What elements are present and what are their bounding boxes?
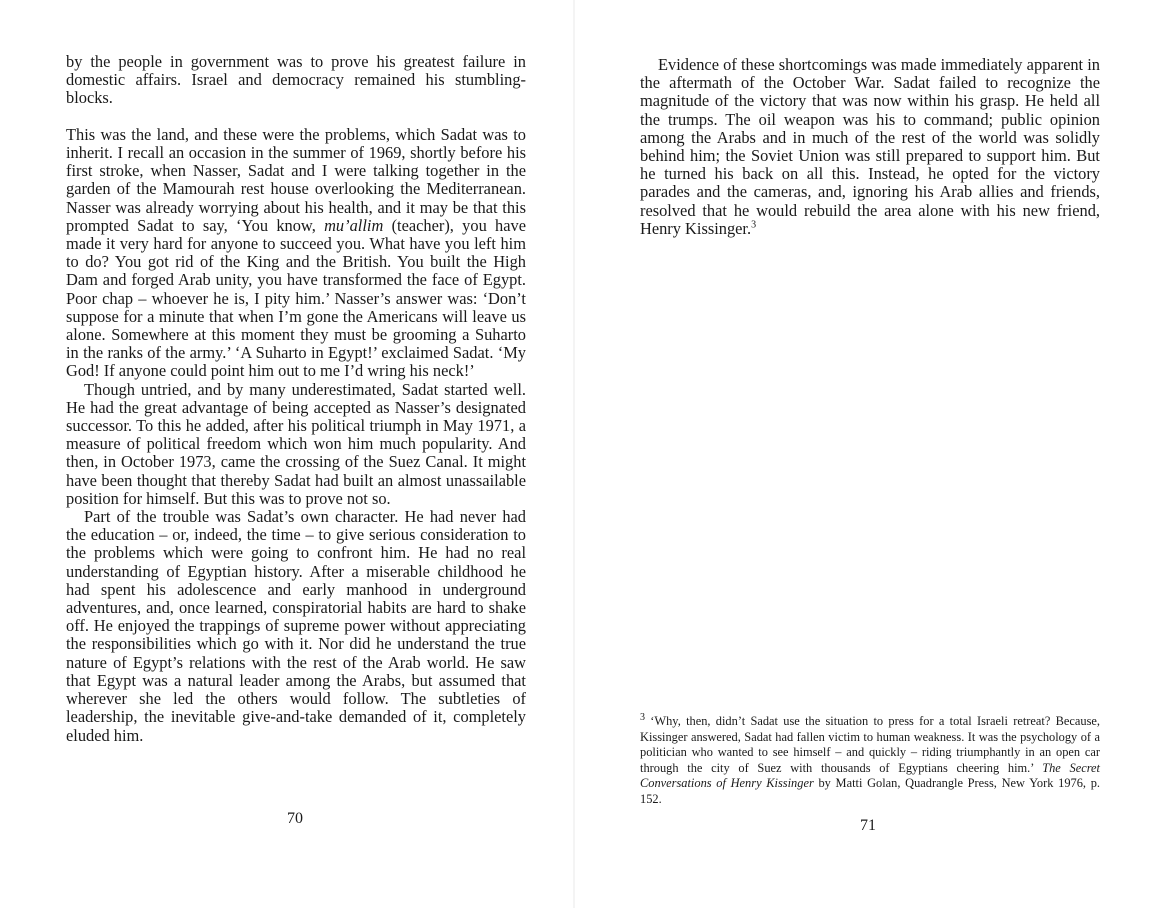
right-page — [575, 0, 1150, 908]
right-page-number: 71 — [860, 817, 876, 834]
body-paragraph — [66, 126, 526, 381]
text-run: by the people in government was to prove his greatest failure in domestic affairs. Israel and democracy remained his stumbling-blocks. — [66, 52, 526, 108]
footnote-text — [640, 711, 1100, 808]
footnote — [640, 711, 1100, 808]
body-paragraph — [66, 53, 526, 108]
left-page-body — [66, 53, 526, 745]
italic-text: The Secret Conversations of Henry Kissinger — [640, 760, 1100, 791]
body-paragraph — [66, 381, 526, 508]
text-run: by Matti Golan, Quadrangle Press, New York 1976, p. 152. — [640, 776, 1100, 806]
footnote-marker: 3 — [640, 711, 645, 723]
text-run: This was the land, and these were the problems, which Sadat was to inherit. I recall an occasion in the summer of 1969, shortly before his first stroke, when Nasser, Sadat and I were talking together in the garden of the Mamourah rest house overlooking the Mediterranean. Nasser was already worrying about his health, and it may be that this prompted Sadat to say, ‘You know, — [66, 124, 526, 235]
footnote-marker: 3 — [751, 219, 757, 231]
text-run: (teacher), you have made it very hard for anyone to succeed you. What have you left him to do? You got rid of the King and the British. You built the High Dam and forged Arab unity, you have transformed the face of Egypt. Poor chap – whoever he is, I pity him.’ Nasser’s answer was: ‘Don’t suppose for a minute that when I’m gone the Americans will leave us alone. Somewhere at this moment they must be grooming a Suharto in the ranks of the army.’ ‘A Suharto in Egypt!’ exclaimed Sadat. ‘My God! If anyone could point him out to me I’d wring his neck!’ — [66, 215, 526, 381]
body-paragraph — [640, 56, 1100, 238]
text-run: Though untried, and by many underestimated, Sadat started well. He had the great advantage of being accepted as Nasser’s designated successor. To this he added, after his political triumph in May 1971, a measure of political freedom which won him much popularity. And then, in October 1973, came the crossing of the Suez Canal. It might have been thought that thereby Sadat had built an almost unassailable position for himself. But this was to prove not so. — [66, 379, 526, 508]
italic-text: mu’allim — [324, 215, 384, 235]
body-paragraph — [66, 508, 526, 745]
text-run: Part of the trouble was Sadat’s own character. He had never had the education – or, indeed, the time – to give serious consideration to the problems which were going to confront him. He had no real understanding of Egyptian history. After a miserable childhood he had spent his adolescence and early manhood in underground adventures, and, once learned, conspiratorial habits are hard to shake off. He enjoyed the trappings of supreme power without appreciating the responsibilities which go with it. Nor did he understand the true nature of Egypt’s relations with the rest of the Arab world. He saw that Egypt was a natural leader among the Arabs, but assumed that wherever she led the others would follow. The subtleties of leadership, the inevitable give-and-take demanded of it, completely eluded him. — [66, 507, 526, 745]
text-run: ‘Why, then, didn’t Sadat use the situation to press for a total Israeli retreat? Because, Kissinger answered, Sadat had fallen victim to human weakness. It was the psychology of a politician who wanted to see himself – and quickly – riding triumphantly in an open car through the city of Suez with thousands of Egyptians cheering him.’ — [640, 714, 1100, 775]
right-page-body — [640, 56, 1100, 238]
text-run: Evidence of these shortcomings was made immediately apparent in the aftermath of the October War. Sadat failed to recognize the magnitude of the victory that was now within his grasp. He held all the trumps. The oil weapon was his to command; public opinion among the Arabs and in much of the rest of the world was solidly behind him; the Soviet Union was still prepared to support him. But he turned his back on all this. Instead, he opted for the victory parades and the cameras, and, ignoring his Arab allies and friends, resolved that he would rebuild the area alone with his new friend, Henry Kissinger. — [640, 55, 1100, 238]
left-page-number: 70 — [287, 810, 303, 827]
